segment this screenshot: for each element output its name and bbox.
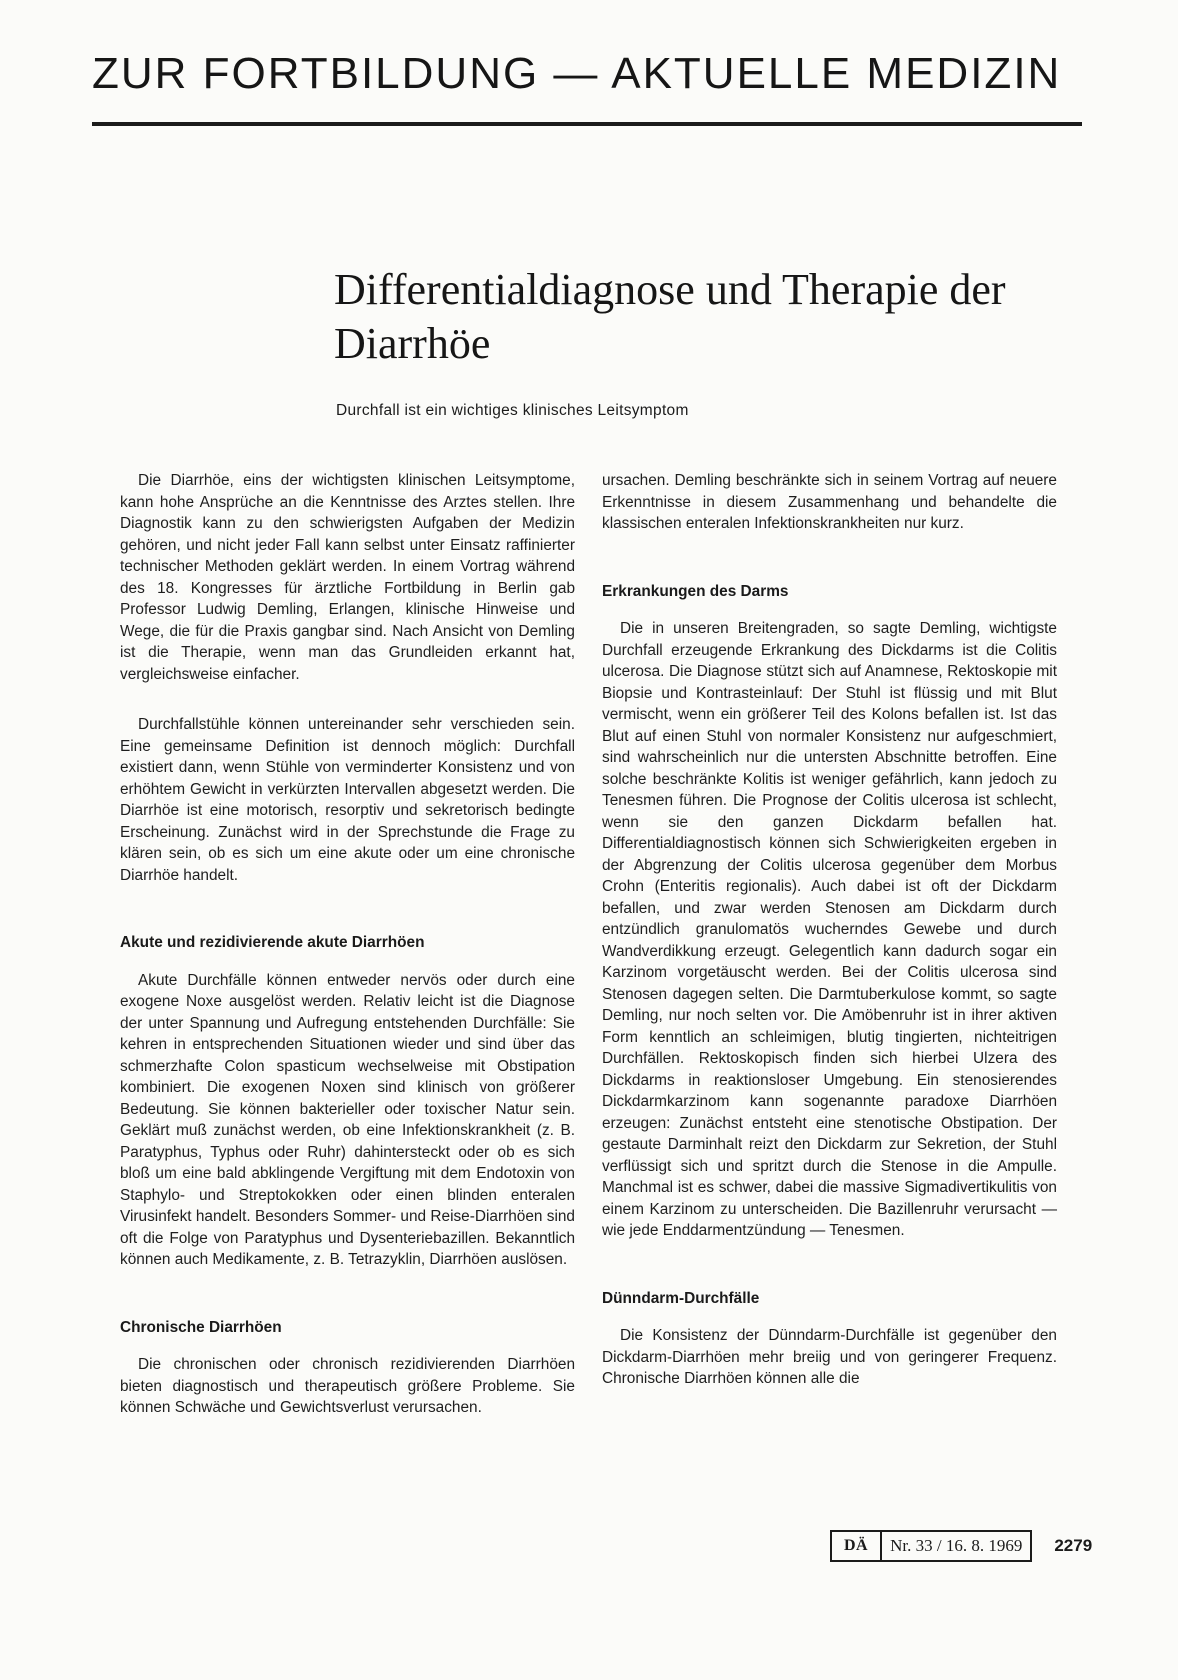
intro-paragraph-2: Durchfallstühle können untereinander sehr verschieden sein. Eine gemeinsame Definition ist dennoch möglich: Durchfall existiert dann, wenn Stühle von verminderter Konsistenz und von erhöhtem Gewicht in verkürzten Intervallen abgesetzt werden. Die Diarrhöe ist eine motorisch, resorptiv und sekretorisch bedingte Erscheinung. Zunächst wird in der Sprechstunde die Frage zu klären sein, ob es sich um eine akute oder um eine chronische Diarrhöe handelt. (120, 716, 575, 884)
chronic-paragraph: Die chronischen oder chronisch rezidivierenden Diarrhöen bieten diagnostisch und therapeutisch größere Probleme. Sie können Schwäche und Gewichtsverlust verursachen. (120, 1356, 575, 1416)
right-column (602, 470, 1057, 1390)
small-bowel-paragraph: Die Konsistenz der Dünndarm-Durchfälle ist gegenüber den Dickdarm-Diarrhöen mehr breiig und von geringerer Frequenz. Chronische Diarrhöen können alle die (602, 1327, 1057, 1387)
section-heading-chronic: Chronische Diarrhöen (120, 1318, 282, 1336)
section-header: ZUR FORTBILDUNG — AKTUELLE MEDIZIN (92, 49, 1062, 98)
section-heading-small-bowel: Dünndarm-Durchfälle (602, 1289, 760, 1307)
issue-box (830, 1530, 1032, 1562)
article-subtitle: Durchfall ist ein wichtiges klinisches Leitsymptom (336, 402, 689, 419)
article-title: Differentialdiagnose und Therapie der Diarrhöe (334, 265, 1006, 368)
section-heading-colon: Erkrankungen des Darms (602, 582, 789, 600)
issue-label: Nr. 33 / 16. 8. 1969 (890, 1536, 1023, 1555)
colon-paragraph: Die in unseren Breitengraden, so sagte Demling, wichtigste Durchfall erzeugende Erkrankung des Dickdarms ist die Colitis ulcerosa. Die Diagnose stützt sich auf Anamnese, Rektoskopie mit Biopsie und Kontrasteinlauf: Der Stuhl ist flüssig und mit Blut vermischt, wenn ein größerer Teil des Kolons befallen ist. Ist das Blut auf einen Stuhl von normaler Konsistenz nur aufgeschmiert, sind wahrscheinlich nur die untersten Abschnitte betroffen. Eine solche beschränkte Kolitis ist weniger gefährlich, kann jedoch zu Tenesmen führen. Die Prognose der Colitis ulcerosa ist schlecht, wenn sie den ganzen Dickdarm befallen hat. Differentialdiagnostisch können sich Schwierigkeiten ergeben in der Abgrenzung der Colitis ulcerosa gegenüber dem Morbus Crohn (Enteritis regionalis). Auch dabei ist oft der Dickdarm befallen, und zwar werden Stenosen am Dickdarm durch entzündlich granulomatös wucherndes Gewebe und durch Wandverdikkung erzeugt. Gelegentlich kann dadurch sogar ein Karzinom vorgetäuscht werden. Bei der Colitis ulcerosa sind Stenosen dagegen selten. Die Darmtuberkulose kommt, so sagte Demling, nur noch selten vor. Die Amöbenruhr ist in ihrer aktiven Form kenntlich an schleimigen, blutig tingierten, nichteitrigen Durchfällen. Rektoskopisch finden sich hierbei Ulzera des Dickdarms in reaktionsloser Umgebung. Ein stenosierendes Dickdarmkarzinom kann sogenannte paradoxe Diarrhöen erzeugen: Zunächst entsteht eine stenotische Obstipation. Der gestaute Darminhalt reizt den Dickdarm zur Sekretion, der Stuhl verflüssigt sich und spritzt durch die Stenose in die Ampulle. Manchmal ist es schwer, dabei die massive Sigmadivertikulitis von einem Karzinom zu unterscheiden. Die Bazillenruhr verursacht — wie jede Enddarmentzündung — Tenesmen. (602, 620, 1057, 1239)
left-column (120, 470, 575, 1419)
intro-paragraph-1: Die Diarrhöe, eins der wichtigsten klinischen Leitsymptome, kann hohe Ansprüche an die Kenntnisse des Arztes stellen. Ihre Diagnostik kann zu den schwierigsten Aufgaben der Medizin gehören, und nicht jeder Fall kann selbst unter Einsatz raffinierter technischer Methoden geklärt werden. In einem Vortrag während des 18. Kongresses für ärztliche Fortbildung in Berlin gab Professor Ludwig Demling, Erlangen, klinische Hinweise und Wege, die für die Praxis gangbar sind. Nach Ansicht von Demling ist die Therapie, wenn man das Grundleiden erkannt hat, vergleichsweise einfacher. (120, 472, 575, 683)
page-number: 2279 (1054, 1536, 1093, 1555)
section-heading-acute: Akute und rezidivierende akute Diarrhöen (120, 934, 425, 951)
header-rule (92, 122, 1082, 126)
acute-paragraph: Akute Durchfälle können entweder nervös oder durch eine exogene Noxe ausgelöst werden. Relativ leicht ist die Diagnose der unter Spannung und Aufregung entstehenden Durchfälle: Sie kehren in entsprechenden Situationen wieder und sind über das schmerzhafte Colon spasticum wechselweise mit Obstipation kombiniert. Die exogenen Noxen sind klinisch von größerer Bedeutung. Sie können bakterieller oder toxischer Natur sein. Geklärt muß zunächst werden, ob eine Infektionskrankheit (z. B. Paratyphus, Typhus oder Ruhr) dahintersteckt oder ob es sich bloß um eine bald abklingende Vergiftung mit dem Endotoxin von Staphylo- und Streptokokken oder einen blinden enteralen Virusinfekt handelt. Besonders Sommer- und Reise-Diarrhöen sind oft die Folge von Paratyphus und Dysenteriebazillen. Bekanntlich können auch Medikamente, z. B. Tetrazyklin, Diarrhöen auslösen. (120, 971, 575, 1268)
continuation-paragraph: ursachen. Demling beschränkte sich in seinem Vortrag auf neuere Erkenntnisse in diesem Zusammenhang und behandelte die klassischen enteralen Infektionskrankheiten nur kurz. (602, 472, 1057, 532)
journal-mark: DÄ (832, 1532, 882, 1560)
page-footer (830, 1530, 1092, 1562)
